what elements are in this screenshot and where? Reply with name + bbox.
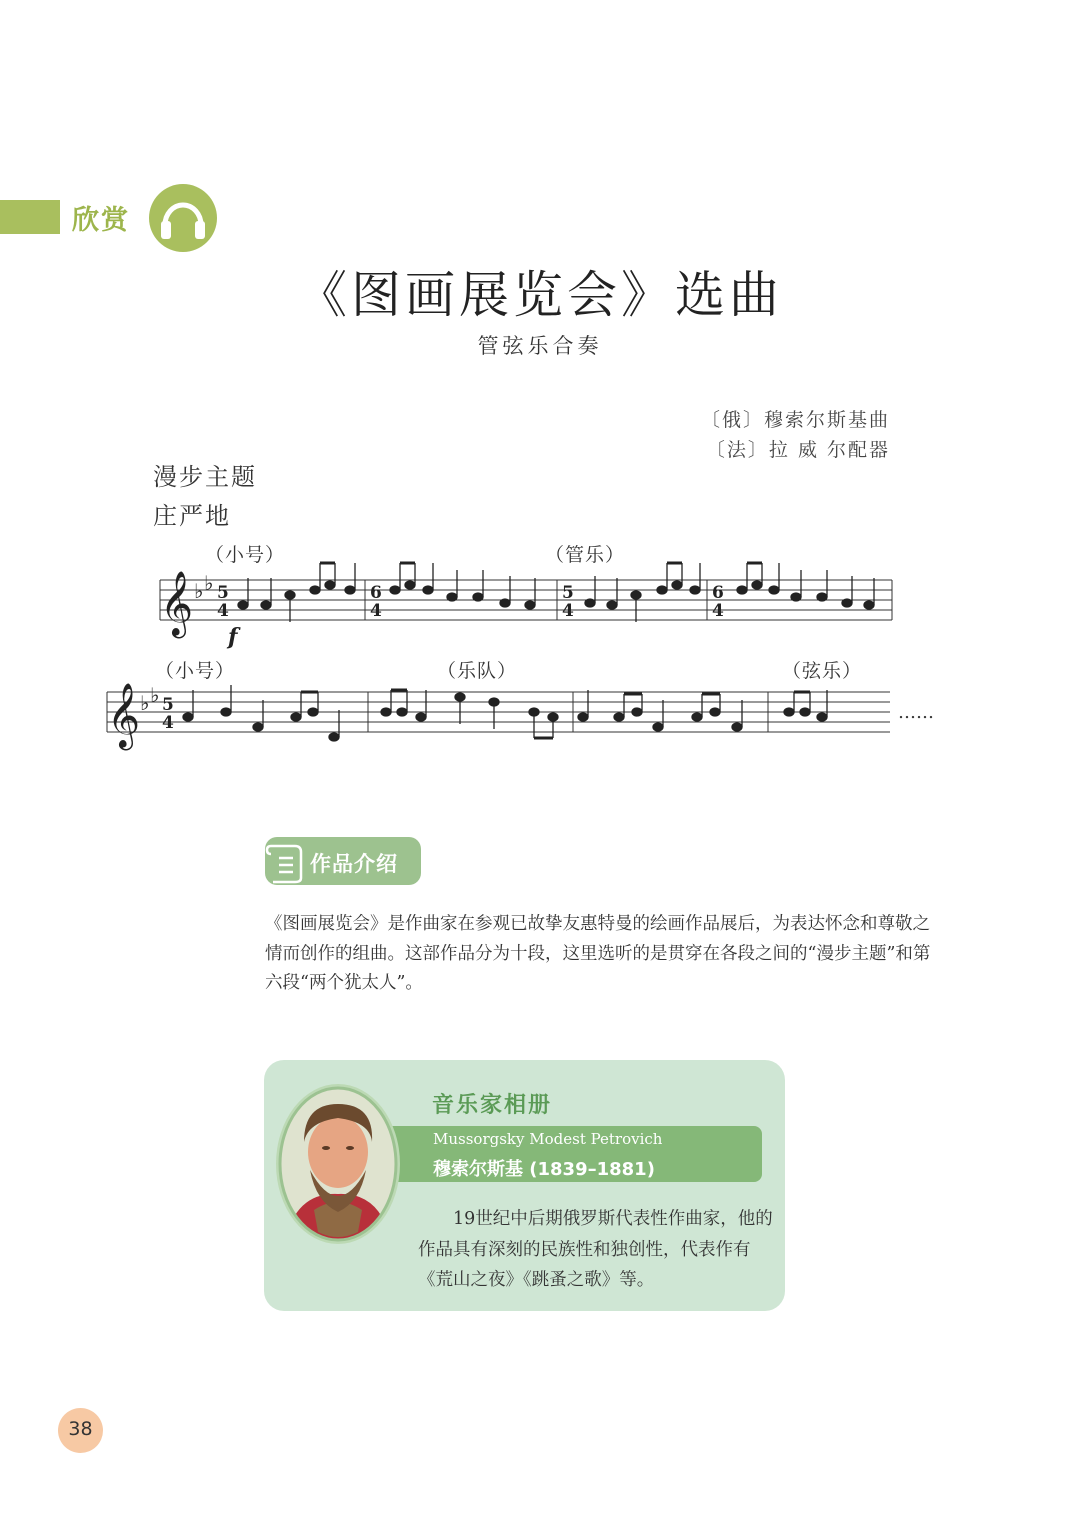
theme-label: 漫步主题 xyxy=(153,463,257,491)
svg-text:5: 5 xyxy=(162,695,174,715)
svg-text:5: 5 xyxy=(217,583,229,603)
treble-clef-icon: 𝄞 xyxy=(160,571,194,636)
svg-text:♭: ♭ xyxy=(140,691,150,715)
svg-text:♭: ♭ xyxy=(204,571,214,595)
svg-text:5: 5 xyxy=(562,583,574,603)
intro-paragraph: 《图画展览会》是作曲家在参观已故挚友惠特曼的绘画作品展后，为表达怀念和尊敬之情而创作的组曲。这部作品分为十段，这里选听的是贯穿在各段之间的“漫步主题”和第六段“两个犹太人”。 xyxy=(265,914,931,993)
composer-portrait xyxy=(274,1082,402,1246)
tempo-label: 庄严地 xyxy=(153,502,231,530)
page-subtitle: 管弦乐合奏 xyxy=(477,334,603,358)
svg-text:6: 6 xyxy=(712,583,724,603)
continuation-ellipsis: …… xyxy=(898,702,934,723)
page-title: 《图画展览会》选曲 xyxy=(297,266,783,324)
svg-text:4: 4 xyxy=(217,601,229,621)
instrument-label: （小号） xyxy=(205,544,286,566)
svg-text:4: 4 xyxy=(370,601,382,621)
musician-description: 19世纪中后期俄罗斯代表性作曲家，他的作品具有深刻的民族性和独创性，代表作有《荒山之夜》《跳蚤之歌》等。 xyxy=(418,1209,773,1290)
svg-text:6: 6 xyxy=(370,583,382,603)
intro-badge-label: 作品介绍 xyxy=(310,852,398,876)
musician-name-cn: 穆索尔斯基 (1839–1881) xyxy=(433,1159,655,1180)
headphone-icon xyxy=(148,183,218,253)
section-label: 欣赏 xyxy=(72,205,130,236)
svg-text:♭: ♭ xyxy=(194,579,204,603)
musician-name-en: Mussorgsky Modest Petrovich xyxy=(433,1130,663,1148)
instrument-label: （小号） xyxy=(155,660,236,682)
svg-text:♭: ♭ xyxy=(150,683,160,707)
musician-card-heading: 音乐家相册 xyxy=(432,1093,553,1118)
treble-clef-icon: 𝄞 xyxy=(107,683,141,748)
orchestrator-credit: 〔法〕拉 威 尔配器 xyxy=(705,439,890,461)
instrument-label: （乐队） xyxy=(437,660,518,682)
composer-credit: 〔俄〕穆索尔斯基曲 xyxy=(700,409,890,431)
section-tab-bar xyxy=(0,200,60,234)
instrument-label: （管乐） xyxy=(545,544,626,566)
staff-line-1 xyxy=(160,580,892,620)
page-number: 38 xyxy=(68,1418,93,1440)
dynamic-mark: f xyxy=(228,624,238,650)
music-score xyxy=(0,540,1080,780)
svg-text:4: 4 xyxy=(712,601,724,621)
scroll-icon xyxy=(265,838,307,886)
svg-text:4: 4 xyxy=(562,601,574,621)
svg-text:4: 4 xyxy=(162,713,174,733)
instrument-label: （弦乐） xyxy=(782,660,863,682)
